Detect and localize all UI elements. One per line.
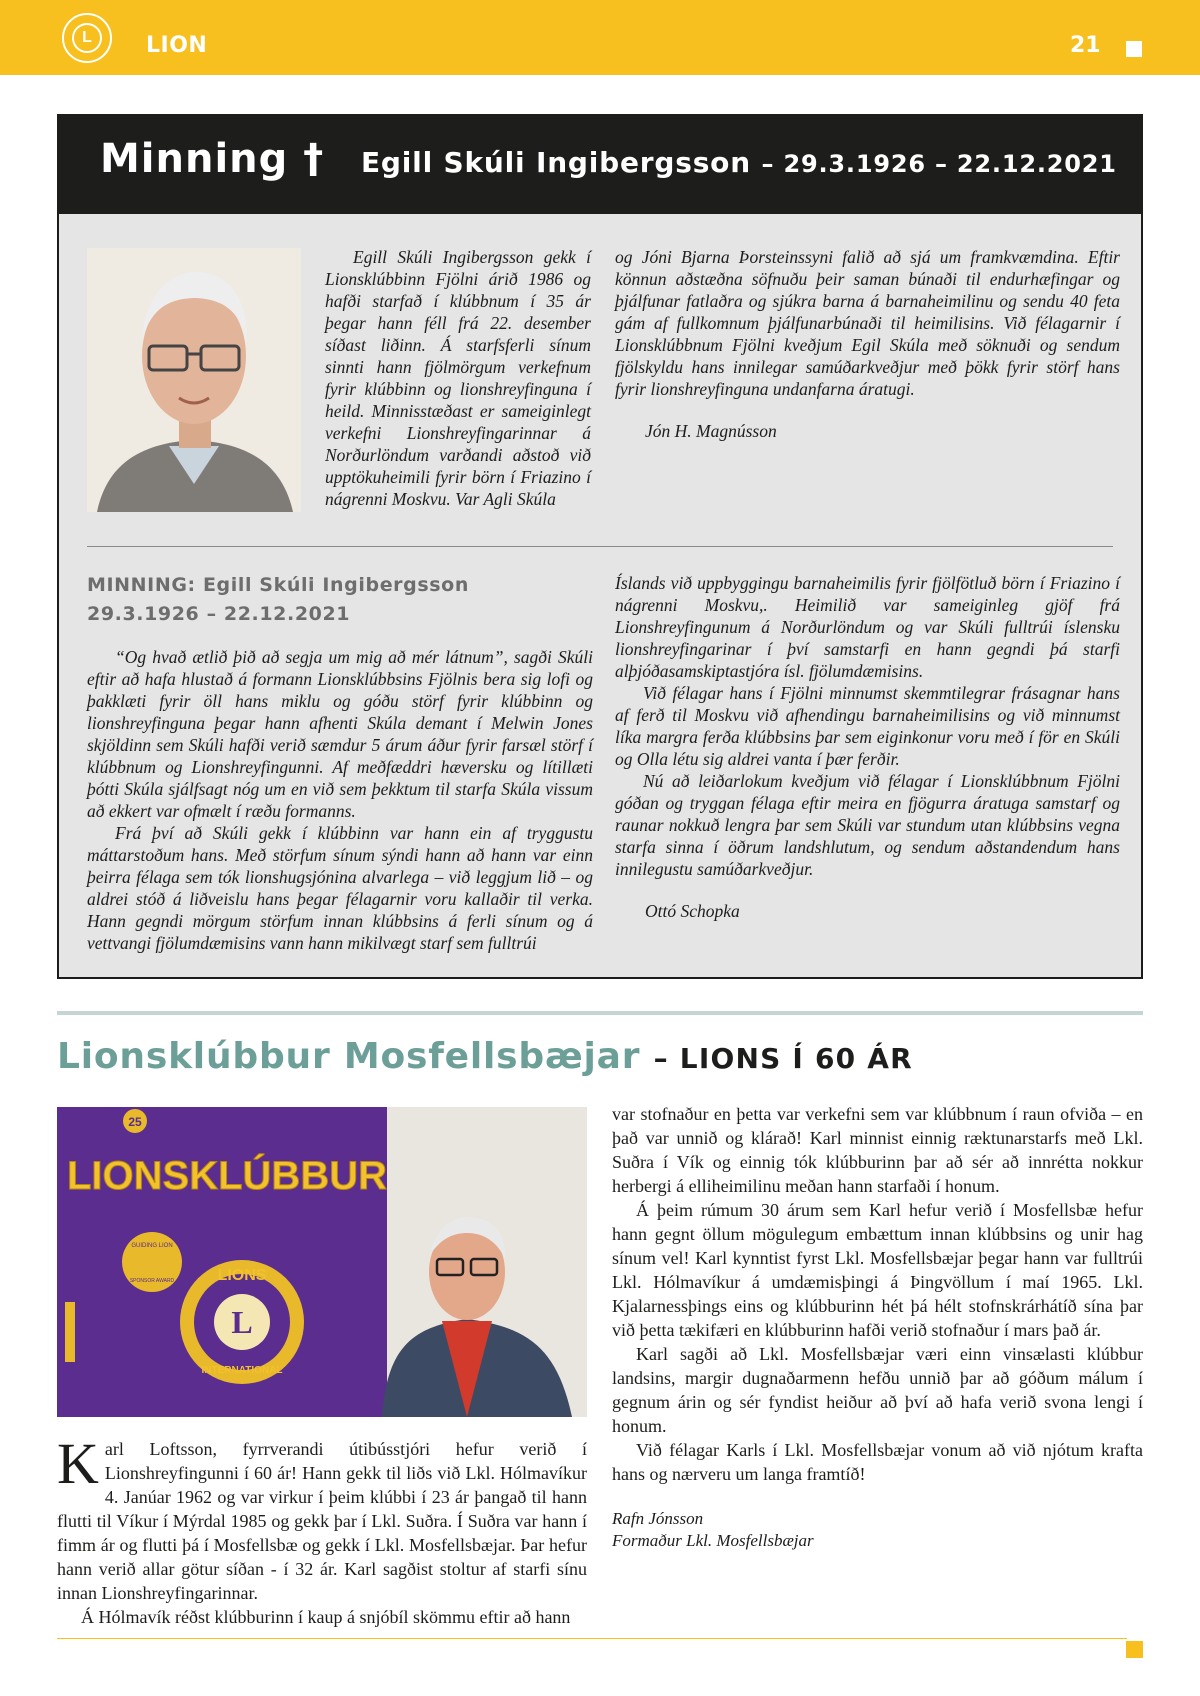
memorial-header <box>59 116 1141 214</box>
article-photo <box>57 1107 587 1417</box>
memorial-person-name: Egill Skúli Ingibergsson <box>361 146 751 179</box>
page-number: 21 <box>1070 33 1101 58</box>
article-col-right <box>612 1102 1143 1552</box>
article-title <box>57 1036 913 1077</box>
magazine-name: LION <box>146 33 208 58</box>
article-para-6: Við félagar Karls í Lkl. Mosfellsbæjar vonum að við njótum krafta hans og nærveru um langa framtíð! <box>612 1440 1143 1484</box>
memorial-text-col2: og Jóni Bjarna Þorsteinssyni falið að sjá um framkvæmdina. Eftir könnun aðstæðna söfnuðu þeir saman búnaði til endurhæfingar og þjálfunar fatlaðra og sjúkra barna á barnaheimilinu og sendu 40 feta gám af fullkomnum þjálfunarbúnaði til heimilisins. Við félagarnir í Lionsklúbbnum Fjölni kveðjum Egil Skúla með söknuði og sendum fjölskyldu hans innilegar samúðarkveðjur með þökk fyrir störf hans fyrir lionshreyfinguna undanfarna áratugi. <box>615 247 1120 399</box>
memorial-col4-para1: Íslands við uppbyggingu barnaheimilis fyrir fjölfötluð börn í Friazino í nágrenni Moskvu,. Heimilið var sameiginleg gjöf frá Lionshreyfingunum á Norðurlöndum og var Skúli fulltrúi íslensku lionshreyfingarinar í því samstarfi en hann gegndi þá starfi alþjóðasamskiptastjóra ísl. fjölumdæmisins. <box>615 573 1120 681</box>
article-para-1 <box>57 1431 587 1605</box>
patch-text: GUIDING LION <box>131 1243 173 1249</box>
memorial-sub-name: Egill Skúli Ingibergsson <box>202 574 469 596</box>
memorial-sub-label: MINNING: <box>87 574 196 596</box>
article-col-left <box>57 1431 587 1629</box>
portrait-photo <box>87 248 301 512</box>
lions-logo-letter: L <box>72 23 102 53</box>
article-para-1-text: arl Loftsson, fyrrverandi útibússtjóri hefur verið í Lionshreyfingunni í 60 ár! Hann gekk til liðs við Lkl. Hólmavíkur 4. Janúar 1962 og var virkur í þeim klúbbi í 23 ár þangað til hann flutti til Víkur í Mýrdal 1985 og gekk þar í Lkl. Suðra. Í Suðra var hann í fimm ár og flutti þá í Mosfellsbæ og gekk í Lkl. Mosfellsbæjar. Þar hefur hann verið allar götur síðan - í 32 ár. Karl sagðist stoltur af starfi sínu innan Lionshreyfingarinnar. <box>57 1439 587 1603</box>
lions-logo-icon <box>62 13 112 63</box>
article-para-5: Karl sagði að Lkl. Mosfellsbæjar væri einn vinsælasti klúbbur landsins, margir dugnaðarmenn hefðu unnið þar að góðum málum í gegnum árin og sér fyndist heiður að því að hafa verið svona lengi í honum. <box>612 1344 1143 1436</box>
article-author-role: Formaður Lkl. Mosfellsbæjar <box>612 1531 814 1550</box>
article-author: Rafn Jónsson <box>612 1509 704 1528</box>
patch-sub: SPONSOR AWARD <box>129 1278 175 1284</box>
memorial-text-col4-block <box>615 572 1120 922</box>
banner-word: LIONSKLÚBBUR <box>67 1154 387 1198</box>
memorial-col4-para3: Nú að leiðarlokum kveðjum við félagar í Lionsklúbbnum Fjölni góðan og tryggan félaga eftir meira en fjögurra áratuga samstarf og raunar nokkuð lengra þar sem Skúli var stundum utan klúbbsins vegna starfa sinna í öðrum landshlutum, og sendum aðstandendum hans innilegustu samúðarkveðjur. <box>615 771 1120 879</box>
memorial-title: Minning † <box>100 136 325 182</box>
memorial-col3-para1: “Og hvað ætlið þið að segja um mig að mér látnum”, sagði Skúli eftir að hafa hlustað á formann Lionsklúbbsins Fjölnis bera sig lofi og þakklæti fyrir öll hans miklu og góðu störf fyrir klúbbinn og lionshreyfinguna þegar hann afhenti Skúla demant í Melwin Jones skjöldinn sem Skúli hafði verið sæmdur 5 árum áður fyrir farsæl störf í klúbbnum og Lionshreyfingunni. Af meðfæddri hæversku og lítillæti þótti Skúla sjálfsagt nóg um en við sem þekktum til starfa Skúla vissum að ekkert var ofmælt í ræðu formanns. <box>87 647 593 821</box>
section-divider <box>57 1011 1143 1015</box>
emblem-intl: INTERNATIONAL <box>201 1365 283 1376</box>
article-title-text: Lionsklúbbur Mosfellsbæjar <box>57 1036 641 1077</box>
header-band <box>0 0 1200 75</box>
emblem-lions: LIONS <box>217 1267 267 1284</box>
memorial-box <box>57 114 1143 979</box>
memorial-col4-para2: Við félagar hans í Fjölni minnumst skemmtilegrar frásagnar hans af ferð til Moskvu við afhendingu barnaheimilisins og við minnumst líka margra ferða klúbbsins þar sem eiginkonur voru með í för en Skúli og Olla létu sig aldrei vanta í þær ferðir. <box>615 683 1120 769</box>
memorial-person-heading <box>361 146 1117 179</box>
memorial-signature-2: Ottó Schopka <box>645 901 740 921</box>
memorial-person-dates: – 29.3.1926 – 22.12.2021 <box>761 150 1117 178</box>
article-para-2: Á Hólmavík réðst klúbburinn í kaup á snjóbíl skömmu eftir að hann <box>81 1607 571 1627</box>
memorial-sub-dates: 29.3.1926 – 22.12.2021 <box>87 603 351 625</box>
memorial-subheading <box>87 571 469 629</box>
memorial-col3-para2: Frá því að Skúli gekk í klúbbinn var hann ein af tryggustu máttarstoðum hans. Með störfum sínum sýndi hann að hann var einn þeirra félaga sem tók lionshugsjónina alvarlega – við leggjum lið – og aldrei stóð á liðveislu hans þegar félagarnir voru kallaðir til verka. Hann gegndi mörgum störfum innan klúbbsins á ferli sínum og á vettvangi fjölumdæmisins vann hann mikilvægt starf sem fulltrúi <box>87 823 593 953</box>
article-dropcap: K <box>57 1431 99 1496</box>
footer-rule <box>57 1638 1127 1639</box>
memorial-divider <box>87 546 1113 547</box>
article-para-3: var stofnaður en þetta var verkefni sem var klúbbnum í raun ofviða – en það var unnið og klárað! Karl minnist einnig ræktunarstarfs með Lkl. Suðra í Vík og einnig tók klúbburinn þar að sér að innrétta nokkur herbergi á elliheimilinu meðan hann starfaði í honum. <box>612 1104 1143 1196</box>
memorial-text-col3-block <box>87 646 593 954</box>
article-para-4: Á þeim rúmum 30 árum sem Karl hefur verið í Mosfellsbæ hefur hann gegnt öllum mögulegum embættum innan klúbbsins og unir hag sínum vel! Karl kynntist fyrst Lkl. Mosfellsbæjar þegar hann var fulltrúi Lkl. Hólmavíkur á umdæmisþingi á Þingvöllum í maí 1965. Lkl. Kjalarnessþings eins og klúbburinn hét þá hélt stofnskrárhátíð sína þar við þetta tækifæri en klúbburinn hafði verið stofnaður í mars það ár. <box>612 1200 1143 1340</box>
page-marker-square <box>1126 41 1142 57</box>
memorial-signature-1: Jón H. Magnússon <box>645 421 777 441</box>
memorial-text-col1: Egill Skúli Ingibergsson gekk í Lionsklúbbinn Fjölni árið 1986 og hafði starfað í klúbbnum í 35 ár þegar hann féll frá 22. desember síðast liðinn. Á starfsferli sínum sinnti hann fjölmörgum verkefnum fyrir klúbbinn og lionshreyfinguna í heild. Minnisstæðast er sameiginlegt verkefni Lionshreyfingarinnar á Norðurlöndum varðandi aðstoð við upptökuheimili fyrir börn í Friazino í nágrenni Moskvu. Var Agli Skúla <box>325 247 591 509</box>
footer-square <box>1126 1641 1143 1658</box>
portrait-illustration <box>87 248 301 512</box>
memorial-text-col2-block <box>615 246 1120 442</box>
banner-badge-number: 25 <box>128 1115 142 1129</box>
article-subtitle: – LIONS Í 60 ÁR <box>653 1042 913 1075</box>
article-photo-illustration <box>57 1107 587 1417</box>
emblem-letter: L <box>231 1304 253 1340</box>
